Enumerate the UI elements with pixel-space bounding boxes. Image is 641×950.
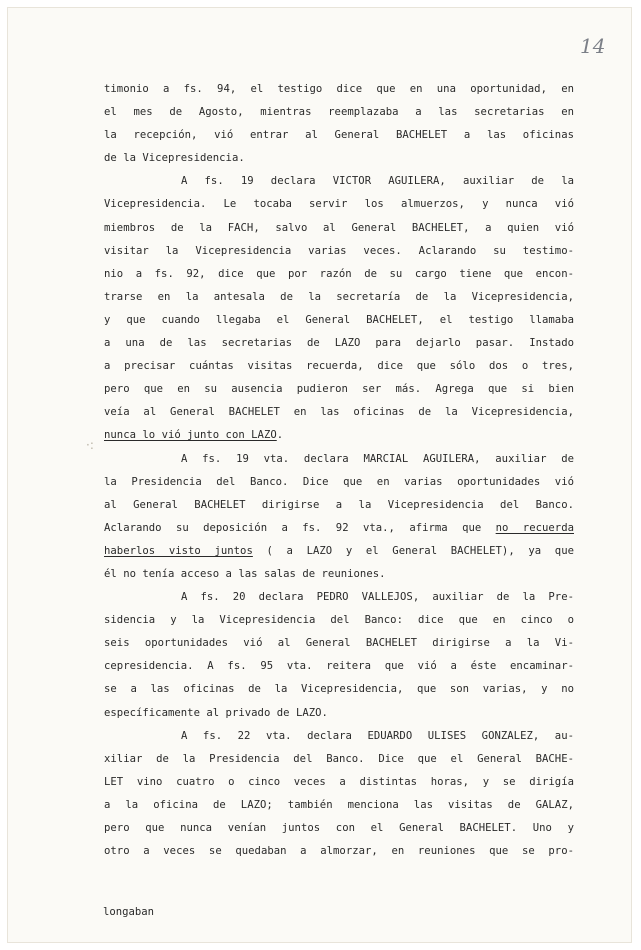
text-line bbox=[104, 193, 574, 216]
text-line bbox=[104, 632, 574, 655]
underlined-text: haberlos visto juntos bbox=[104, 544, 253, 557]
margin-mark: ·: bbox=[86, 438, 94, 452]
text-segment: A fs. 20 declara PEDRO VALLEJOS, auxiliar de la Pre- bbox=[181, 591, 574, 604]
text-line bbox=[104, 748, 574, 771]
text-segment: ( a LAZO y el General BACHELET), ya que bbox=[252, 544, 575, 557]
text-line bbox=[104, 378, 574, 401]
text-segment: trarse en la antesala de la secretaría de la Vicepresidencia, bbox=[104, 290, 574, 303]
text-line bbox=[104, 424, 574, 447]
document-page bbox=[8, 8, 631, 942]
text-line bbox=[104, 355, 574, 378]
text-line bbox=[104, 217, 574, 240]
text-segment: cepresidencia. A fs. 95 vta. reitera que vió a éste encaminar- bbox=[104, 660, 574, 673]
text-segment: pero que nunca venían juntos con el General BACHELET. Uno y bbox=[104, 822, 574, 834]
text-segment: nio a fs. 92, dice que por razón de su cargo tiene que encon- bbox=[104, 267, 574, 280]
text-line bbox=[104, 586, 574, 609]
text-line bbox=[104, 678, 574, 701]
text-segment: específicamente al privado de LAZO. bbox=[104, 706, 328, 719]
underlined-text: no recuerda bbox=[495, 521, 574, 534]
text-line bbox=[104, 655, 574, 678]
text-segment: se a las oficinas de la Vicepresidencia, que son varias, y no bbox=[104, 683, 574, 696]
text-line bbox=[104, 702, 574, 725]
text-segment: sidencia y la Vicepresidencia del Banco: dice que en cinco o bbox=[104, 614, 574, 627]
text-line bbox=[104, 794, 574, 817]
text-segment: veía al General BACHELET en las oficinas de la Vicepresidencia, bbox=[104, 406, 574, 419]
text-line bbox=[104, 263, 574, 286]
text-segment: timonio a fs. 94, el testigo dice que en una oportunidad, en bbox=[104, 83, 574, 95]
page-number: 14 bbox=[580, 34, 606, 58]
text-segment: A fs. 19 declara VICTOR AGUILERA, auxiliar de la bbox=[181, 175, 574, 188]
text-line bbox=[104, 725, 574, 748]
text-line bbox=[104, 540, 574, 563]
text-segment: la Presidencia del Banco. Dice que en varias oportunidades vió bbox=[104, 475, 574, 488]
text-segment: Vicepresidencia. Le tocaba servir los almuerzos, y nunca vió bbox=[104, 198, 574, 211]
text-line bbox=[104, 170, 574, 193]
text-segment: LET vino cuatro o cinco veces a distintas horas, y se dirigía bbox=[104, 775, 574, 788]
text-line bbox=[104, 147, 574, 170]
text-segment: seis oportunidades vió al General BACHELET dirigirse a la Vi- bbox=[104, 637, 574, 650]
text-line bbox=[104, 771, 574, 794]
text-segment: . bbox=[276, 429, 284, 442]
text-segment: A fs. 22 vta. declara EDUARDO ULISES GONZALEZ, au- bbox=[181, 729, 574, 742]
text-line bbox=[104, 401, 574, 424]
text-segment: pero que en su ausencia pudieron ser más. Agrega que si bien bbox=[104, 383, 574, 396]
text-segment: la recepción, vió entrar al General BACHELET a las oficinas bbox=[104, 129, 574, 142]
text-line bbox=[104, 309, 574, 332]
text-line bbox=[104, 840, 574, 863]
text-line bbox=[104, 609, 574, 632]
text-segment: y que cuando llegaba el General BACHELET, el testigo llamaba bbox=[104, 313, 574, 326]
text-line bbox=[104, 78, 574, 101]
text-line bbox=[104, 817, 574, 840]
text-segment: xiliar de la Presidencia del Banco. Dice que el General BACHE- bbox=[104, 752, 574, 765]
underlined-text: nunca lo vió junto con LAZO bbox=[104, 429, 277, 442]
text-segment: a una de las secretarias de LAZO para dejarlo pasar. Instado bbox=[104, 337, 574, 350]
text-segment: visitar la Vicepresidencia varias veces. Aclarando su testimo- bbox=[104, 244, 574, 257]
text-line bbox=[104, 563, 574, 586]
document-body bbox=[104, 78, 574, 863]
text-line bbox=[104, 471, 574, 494]
text-segment: miembros de la FACH, salvo al General BACHELET, a quien vió bbox=[104, 221, 574, 234]
text-segment: a la oficina de LAZO; también menciona las visitas de GALAZ, bbox=[104, 798, 574, 811]
text-line bbox=[104, 332, 574, 355]
text-segment: el mes de Agosto, mientras reemplazaba a las secretarias en bbox=[104, 106, 574, 119]
text-segment: a precisar cuántas visitas recuerda, dice que sólo dos o tres, bbox=[104, 360, 574, 373]
text-segment: otro a veces se quedaban a almorzar, en reuniones que se pro- bbox=[104, 845, 574, 858]
text-segment: Aclarando su deposición a fs. 92 vta., afirma que bbox=[104, 521, 496, 534]
text-line bbox=[104, 240, 574, 263]
text-line bbox=[104, 101, 574, 124]
text-line bbox=[104, 124, 574, 147]
text-line bbox=[104, 286, 574, 309]
text-segment: A fs. 19 vta. declara MARCIAL AGUILERA, auxiliar de bbox=[181, 452, 574, 465]
text-segment: él no tenía acceso a las salas de reuniones. bbox=[104, 567, 386, 580]
text-line bbox=[104, 494, 574, 517]
continuation-word: longaban bbox=[103, 906, 155, 918]
text-segment: de la Vicepresidencia. bbox=[104, 152, 245, 165]
text-segment: al General BACHELET dirigirse a la Vicepresidencia del Banco. bbox=[104, 498, 574, 511]
text-line bbox=[104, 448, 574, 471]
text-line bbox=[104, 517, 574, 540]
